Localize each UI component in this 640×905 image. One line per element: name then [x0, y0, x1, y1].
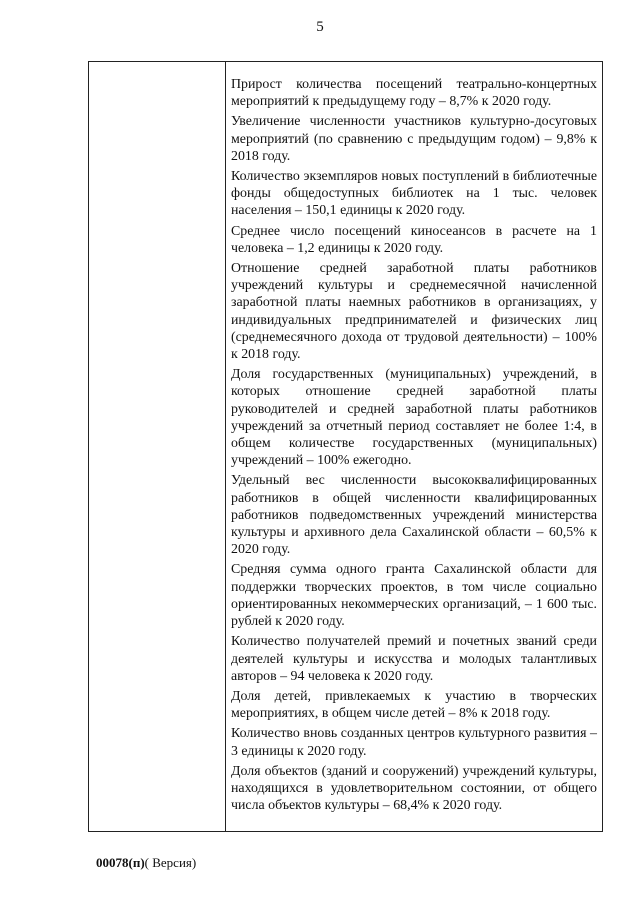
- document-footer: [96, 855, 196, 871]
- table-right-cell: [226, 62, 602, 831]
- indicator-paragraph: Средняя сумма одного гранта Сахалинской области для поддержки творческих проектов, в том числе социально ориентированных некоммерческих организаций, – 1 600 тыс. рублей к 2020 году.: [231, 562, 597, 630]
- document-version-label: ( Версия): [144, 855, 197, 870]
- table-left-cell: [89, 62, 226, 831]
- indicator-paragraph: Количество получателей премий и почетных званий среди деятелей культуры и искусства и молодых талантливых авторов – 94 человека к 2020 году.: [231, 634, 597, 684]
- indicator-paragraph: Прирост количества посещений театрально-концертных мероприятий к предыдущему году – 8,7% к 2020 году.: [231, 77, 597, 110]
- indicator-paragraph: Удельный вес численности высококвалифицированных работников в общей численности квалифицированных работников подведомственных учреждений министерства культуры и архивного дела Сахалинской области – 60,5% к 2020 году.: [231, 473, 597, 558]
- indicators-table: [88, 61, 603, 832]
- indicator-paragraph: Среднее число посещений киносеансов в расчете на 1 человека – 1,2 единицы к 2020 году.: [231, 223, 597, 256]
- indicator-paragraph: Количество экземпляров новых поступлений в библиотечные фонды общедоступных библиотек на 1 тыс. человек населения – 150,1 единицы к 2020 году.: [231, 169, 597, 219]
- indicator-paragraph: Отношение средней заработной платы работников учреждений культуры и среднемесячной начисленной заработной платы наемных работников в организациях, у индивидуальных предпринимателей и физических лиц (среднемесячного дохода от трудовой деятельности) – 100% к 2018 году.: [231, 261, 597, 363]
- indicator-paragraph: Доля государственных (муниципальных) учреждений, в которых отношение средней заработной платы руководителей и средней заработной платы работников учреждений за отчетный период составляет не более 1:4, в общем количестве государственных (муниципальных) учреждений – 100% ежегодно.: [231, 367, 597, 469]
- document-code: 00078(п): [96, 855, 145, 870]
- page-number: 5: [316, 19, 324, 35]
- indicator-paragraph: Увеличение численности участников культурно-досуговых мероприятий (по сравнению с предыдущим годом) – 9,8% к 2018 году.: [231, 114, 597, 164]
- indicator-paragraph: Доля объектов (зданий и сооружений) учреждений культуры, находящихся в удовлетворительном состоянии, от общего числа объектов культуры – 68,4% к 2020 году.: [231, 763, 597, 814]
- indicator-paragraph: Количество вновь созданных центров культурного развития – 3 единицы к 2020 году.: [231, 726, 597, 759]
- indicator-paragraph: Доля детей, привлекаемых к участию в творческих мероприятиях, в общем числе детей – 8% к 2018 году.: [231, 688, 597, 722]
